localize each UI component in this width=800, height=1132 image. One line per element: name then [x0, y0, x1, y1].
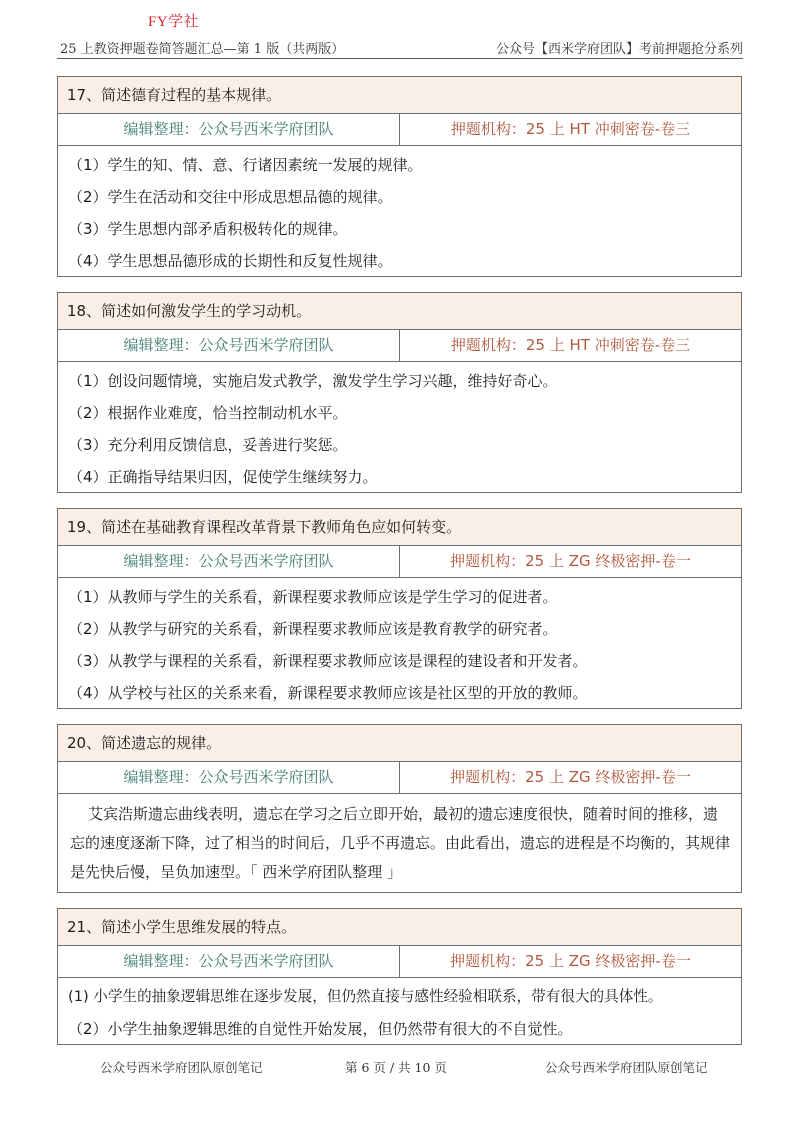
meta-row — [58, 114, 741, 146]
answer-item: （2）根据作业难度，恰当控制动机水平。 — [68, 404, 348, 422]
header-right-title: 公众号【西米学府团队】考前押题抢分系列 — [495, 42, 743, 57]
question-card-20 — [57, 724, 742, 893]
answer-item: (1) 小学生的抽象逻辑思维在逐步发展，但仍然直接与感性经验相联系，带有很大的具体性。 — [68, 988, 663, 1005]
answer-item: （3）从教学与课程的关系看，新课程要求教师应该是课程的建设者和开发者。 — [68, 652, 588, 670]
answer-list — [58, 978, 741, 1048]
answer-item: （2）学生在活动和交往中形成思想品德的规律。 — [68, 188, 393, 206]
page-footer — [0, 1058, 800, 1078]
answer-item: （3）学生思想内部矛盾积极转化的规律。 — [68, 220, 348, 238]
footer-left: 公众号西米学府团队原创笔记 — [100, 1060, 263, 1075]
meta-row — [58, 762, 741, 794]
meta-row — [58, 546, 741, 578]
question-title: 19、简述在基础教育课程改革背景下教师角色应如何转变。 — [58, 509, 741, 546]
question-title: 18、简述如何激发学生的学习动机。 — [58, 293, 741, 330]
question-card-19 — [57, 508, 742, 709]
meta-row — [58, 946, 741, 978]
answer-item: （1）学生的知、情、意、行诸因素统一发展的规律。 — [68, 156, 423, 174]
question-title: 17、简述德育过程的基本规律。 — [58, 77, 741, 114]
meta-row — [58, 330, 741, 362]
source-credit: 押题机构：25 上 HT 冲刺密卷-卷三 — [450, 120, 691, 138]
answer-item: （4）从学校与社区的关系来看，新课程要求教师应该是社区型的开放的教师。 — [68, 684, 588, 702]
answer-item: （3）充分利用反馈信息，妥善进行奖惩。 — [68, 436, 348, 454]
answer-item: （4）学生思想品德形成的长期性和反复性规律。 — [68, 252, 393, 270]
answer-list — [58, 362, 741, 496]
header-left-title: 25 上教资押题卷简答题汇总—第 1 版（共两版） — [60, 42, 345, 57]
editor-credit: 编辑整理：公众号西米学府团队 — [58, 762, 400, 793]
page-header — [57, 36, 743, 59]
question-card-21 — [57, 908, 742, 1045]
question-title: 21、简述小学生思维发展的特点。 — [58, 909, 741, 946]
answer-paragraph: 艾宾浩斯遗忘曲线表明，遗忘在学习之后立即开始，最初的遗忘速度很快，随着时间的推移，遗忘的速度逐渐下降，过了相当的时间后，几乎不再遗忘。由此看出，遗忘的进程是不均衡的，其规律是先快后慢，呈负加速型。「 西米学府团队整理 」 — [70, 805, 731, 881]
editor-credit: 编辑整理：公众号西米学府团队 — [58, 546, 400, 577]
brand-logo-text: FY学社 — [148, 14, 200, 30]
answer-list — [58, 578, 741, 712]
source-credit: 押题机构：25 上 ZG 终极密押-卷一 — [450, 952, 691, 970]
answer-item: （2）小学生抽象逻辑思维的自觉性开始发展，但仍然带有很大的不自觉性。 — [68, 1020, 573, 1038]
source-credit: 押题机构：25 上 ZG 终极密押-卷一 — [450, 552, 691, 570]
answer-item: （1）创设问题情境，实施启发式教学，激发学生学习兴趣，维持好奇心。 — [68, 372, 558, 390]
page-number: 第 6 页 / 共 10 页 — [345, 1060, 447, 1075]
question-card-18 — [57, 292, 742, 493]
source-credit: 押题机构：25 上 ZG 终极密押-卷一 — [450, 768, 691, 786]
editor-credit: 编辑整理：公众号西米学府团队 — [58, 330, 400, 361]
source-credit: 押题机构：25 上 HT 冲刺密卷-卷三 — [450, 336, 691, 354]
editor-credit: 编辑整理：公众号西米学府团队 — [58, 946, 400, 977]
question-card-17 — [57, 76, 742, 277]
answer-item: （1）从教师与学生的关系看，新课程要求教师应该是学生学习的促进者。 — [68, 588, 558, 606]
editor-credit: 编辑整理：公众号西米学府团队 — [58, 114, 400, 145]
answer-list — [58, 146, 741, 280]
answer-item: （2）从教学与研究的关系看，新课程要求教师应该是教育教学的研究者。 — [68, 620, 558, 638]
answer-item: （4）正确指导结果归因，促使学生继续努力。 — [68, 468, 378, 486]
footer-right: 公众号西米学府团队原创笔记 — [545, 1060, 708, 1075]
question-title: 20、简述遗忘的规律。 — [58, 725, 741, 762]
